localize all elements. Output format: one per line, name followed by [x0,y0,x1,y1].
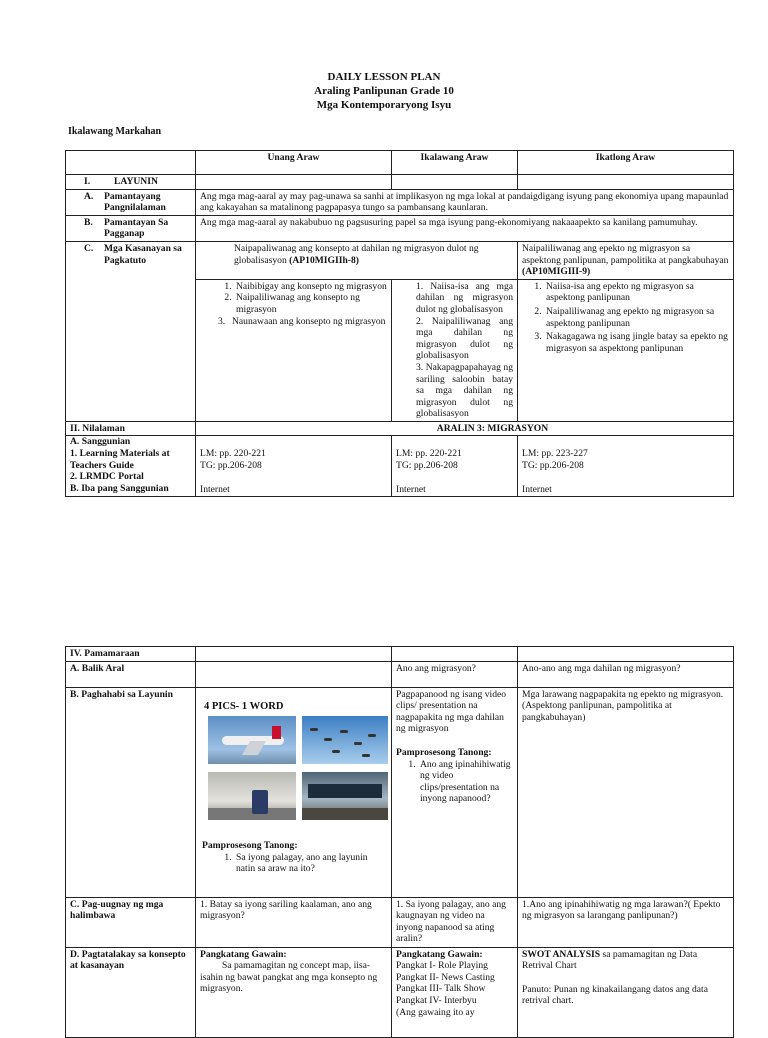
pag-uugnay-day3: 1.Ano ang ipinahihiwatig ng mga larawan?( Epekto ng migrasyon sa larangang panlipunan?) [518,897,734,947]
objective-item: 2. Naipaliliwanag ang mga dahilan ng migrasyon dulot ng globalisasyon [416,315,514,362]
bird-shape [362,754,370,757]
paghahabi-label: B. Paghahabi sa Layunin [66,687,196,897]
luggage-image [208,772,296,820]
gawain-line: Pangkat IV- Interbyu [396,994,477,1006]
pamantayan-pagganap-label [66,215,196,241]
layunin-num: I. [84,176,91,187]
empty-cell [196,661,392,687]
swot-title: SWOT ANALYSIS [522,948,601,960]
lm-ref: LM: pp. 220-221 [396,448,462,460]
objective-item: 2. Naipaliliwanag ang epekto ng migrasyon sa aspektong panlipunan [544,306,729,329]
objectives-day3 [518,279,734,421]
c-num: C. [84,242,94,254]
day1-question: 1. Sa iyong palagay, ano ang layunin natin sa araw na ito? [234,852,387,875]
paghahabi-day2-text: Pagpapanood ng isang video clips/ presentation na nagpapakita ng mga dahilan ng migrasyon [396,688,507,735]
pamantayan-pagganap-text: Ang mga mag-aaral ay nakabubuo ng pagsusuring papel sa mga isyung pang-ekonomiyang nakaaapekto sa kanilang pamumuhay. [196,215,734,241]
layunin-label: LAYUNIN [114,176,158,187]
objectives-day2 [392,279,518,421]
sanggunian-label: A. Sanggunian [70,436,131,448]
layunin-empty-1 [196,175,392,190]
doc-title: DAILY LESSON PLAN [327,71,441,83]
bird-shape [324,738,332,741]
kasanayan-label [66,241,196,421]
suitcase-shape [252,790,268,814]
day1-gawain-text: Sa pamamagitan ng concept map, iisa-isahin ng bawat pangkat ang mga konsepto ng migrasyon. [200,960,378,995]
paghahabi-day3: Mga larawang nagpapakita ng epekto ng migrasyon. (Aspektong panlipunan, pampolitika at pangkabuhayan) [518,687,734,897]
objective-item-text: Naipaliliwanag ang mga dahilan ng migrasyon dulot ng globalisasyon [416,315,514,362]
nilalaman-label: II. Nilalaman [66,421,196,436]
balik-aral-day2: Ano ang migrasyon? [392,661,518,687]
objective-item: 2. Naipaliliwanag ang konsepto ng migrasyon [234,292,387,315]
objective-item: 1. Naiisa-isa ang mga dahilan ng migrasyon dulot ng globalisasyon [416,280,513,315]
objective-item-text: Nakapagpapahayag ng sariling saloobin batay sa mga dahilan ng migrasyon dulot ng globalisasyon [416,361,514,420]
day2-gawain-title: Pangkatang Gawain: [396,948,483,960]
objective-item-3-num: 3. [218,315,226,327]
swot-instructions: Panuto: Punan ng kinakailangang datos ang data retrival chart. [522,983,708,1007]
plane-tail-shape [272,726,281,739]
lesson-plan-table [65,150,734,497]
lm-ref: LM: pp. 220-221 [200,448,266,460]
gawain-line: (Ang gawaing ito ay [396,1006,475,1018]
sanggunian-day2 [392,436,518,497]
other-ref: Internet [396,483,426,495]
balik-aral-day3: Ano-ano ang mga dahilan ng migrasyon? [518,661,734,687]
objective-item-3-text: Naunawaan ang konsepto ng migrasyon [232,315,386,327]
pamamaraan-table [65,646,734,1038]
sanggunian-day1 [196,436,392,497]
four-pics-grid [208,716,387,820]
day1-gawain-title: Pangkatang Gawain: [200,948,287,960]
pag-uugnay-day2: 1. Sa iyong palagay, ano ang kaugnayan ng video na inyong napanood sa ating aralin? [392,897,518,947]
objectives-day1 [196,279,392,421]
pamamaraan-label: IV. Pamamaraan [66,647,196,662]
sanggunian-day3 [518,436,734,497]
doc-subject: Araling Panlipunan Grade 10 [314,85,454,97]
day3-header: Ikatlong Araw [518,151,734,175]
tg-ref: TG: pp.206-208 [522,460,584,472]
kasanayan-day3-code: (AP10MIGIII-9) [522,266,591,278]
kasanayan-day3-text: Naipaliliwanag ang epekto ng migrasyon sa aspektong panlipunan, pampolitika at pangkabuhayan [522,242,729,266]
objective-item-text: Naiisa-isa ang mga dahilan ng migrasyon dulot ng globalisasyon [416,280,513,315]
day2-question: 1. Ano ang ipinahihiwatig ng video clips/presentation na inyong napanood? [418,759,513,805]
pamantayang-pangnilalaman-text: Ang mga mag-aaral ay may pag-unawa sa sanhi at implikasyon ng mga lokal at pandaigdigang isyung pang ekonomiya upang mapaunlad ang kakayahan sa matalinong pagpapasya tungo sa pambansang kaunlaran. [196,189,734,215]
empty-corner [66,151,196,175]
empty-cell [518,647,734,662]
day2-header: Ikalawang Araw [392,151,518,175]
layunin-heading [66,175,196,190]
lrmdc-label: 2. LRMDC Portal [70,471,144,483]
bird-shape [310,728,318,731]
bird-shape [354,742,362,745]
sanggunian-labels [66,436,196,497]
kasanayan-day12 [196,241,518,279]
balik-aral-label: A. Balik Aral [66,661,196,687]
kasanayan-day3 [518,241,734,279]
document-header [0,70,768,112]
gawain-line: Pangkat II- News Casting [396,971,495,983]
day1-header: Unang Araw [196,151,392,175]
pamantayang-pangnilalaman-label [66,189,196,215]
objective-item: 1. Naibibigay ang konsepto ng migrasyon [234,281,387,293]
b-label: Pamantayan Sa Pagganap [104,216,169,240]
swot-line [522,949,729,972]
empty-cell [392,647,518,662]
bird-shape [332,750,340,753]
doc-course: Mga Kontemporaryong Isyu [316,99,452,111]
lm-tg-label: 1. Learning Materials at Teachers Guide [70,448,170,471]
day1-q-title: Pamprosesong Tanong: [202,840,298,852]
kasanayan-day12-text: Naipapaliwanag ang konsepto at dahilan ng migrasyon dulot ng globalisasyon [234,242,479,266]
c-label: Mga Kasanayan sa Pagkatuto [104,242,182,266]
nilalaman-value: ARALIN 3: MIGRASYON [196,421,734,436]
other-ref: Internet [200,483,230,495]
iba-pang-label: B. Iba pang Sanggunian [70,482,169,494]
pag-uugnay-label: C. Pag-uugnay ng mga halimbawa [66,897,196,947]
objective-item: 3. Nakagagawa ng isang jingle batay sa epekto ng migrasyon sa aspektong panlipunan [544,331,729,354]
gawain-line: Pangkat III- Talk Show [396,983,486,995]
layunin-empty-2 [392,175,518,190]
other-ref: Internet [522,483,552,495]
gawain-line: Pangkat I- Role Playing [396,960,488,972]
day2-q-title: Pamprosesong Tanong: [396,746,492,758]
objective-item: 1. Naiisa-isa ang epekto ng migrasyon sa aspektong panlipunan [544,281,729,304]
empty-cell [196,647,392,662]
a-label: Pamantayang Pangnilalaman [104,190,166,214]
a-num: A. [84,190,94,202]
birds-image [302,716,388,764]
b-num: B. [84,216,93,228]
airport-image [302,772,388,820]
tg-ref: TG: pp.206-208 [396,460,458,472]
bird-shape [340,730,348,733]
tg-ref: TG: pp.206-208 [200,460,262,472]
floor-shape [302,808,388,820]
swot-text: sa pamamagitan ng Data Retrival Chart [522,948,698,972]
pagtatalakay-label: D. Pagtatalakay sa konsepto at kasanayan [66,947,196,1037]
objective-item-3 [200,316,387,328]
quarter-label: Ikalawang Markahan [68,126,162,137]
paghahabi-day2 [392,687,518,897]
lm-ref: LM: pp. 223-227 [522,448,588,460]
departure-board-shape [308,784,382,798]
airplane-image [208,716,296,764]
pag-uugnay-day1: 1. Batay sa iyong sariling kaalaman, ano ang migrasyon? [196,897,392,947]
kasanayan-day12-code: (AP10MIGIIh-8) [289,254,359,266]
paghahabi-day1 [196,687,392,897]
layunin-empty-3 [518,175,734,190]
bird-shape [368,734,376,737]
objective-item: 3. Nakapagpapahayag ng sariling saloobin batay sa mga dahilan ng migrasyon dulot ng globalisasyon [416,361,514,420]
pics-title: 4 PICS- 1 WORD [204,700,284,712]
